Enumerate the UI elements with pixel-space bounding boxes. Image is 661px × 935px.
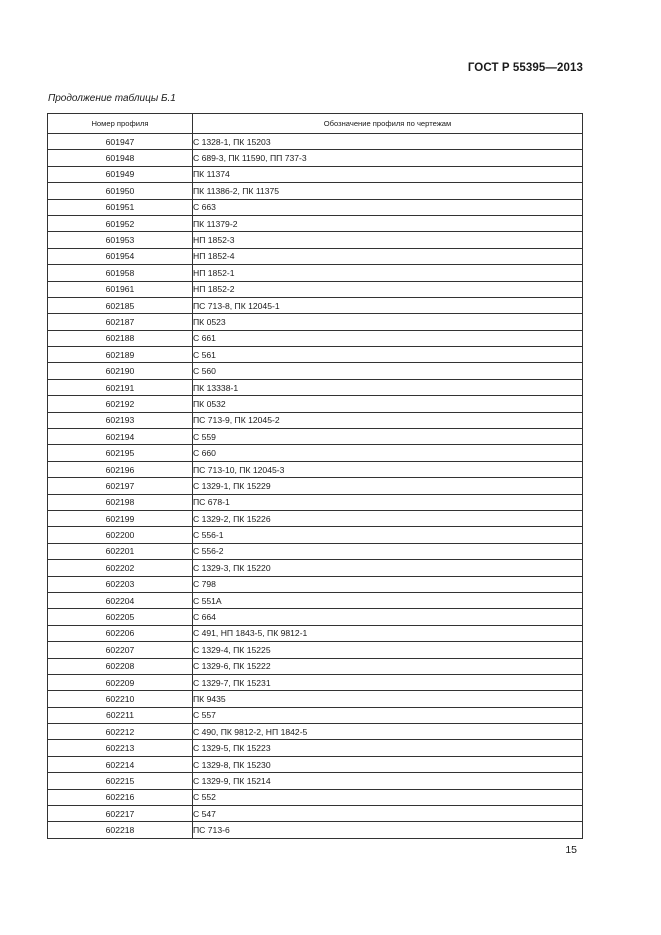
profile-number-cell: 602202 [48,560,193,576]
profile-designation-cell: С 689-3, ПК 11590, ПП 737-3 [193,150,583,166]
profile-designation-cell: НП 1852-1 [193,265,583,281]
table-row [48,707,583,723]
profile-designation-cell: НП 1852-2 [193,281,583,297]
profile-designation-cell: С 798 [193,576,583,592]
profile-designation-cell: С 1328-1, ПК 15203 [193,134,583,150]
profile-number-cell: 602217 [48,806,193,822]
profile-number-cell: 602209 [48,674,193,690]
table-caption: Продолжение таблицы Б.1 [48,93,176,104]
page-number: 15 [565,844,577,856]
table-row [48,625,583,641]
profile-designation-cell: ПК 11379-2 [193,215,583,231]
profile-number-cell: 602211 [48,707,193,723]
table-row [48,527,583,543]
profile-designation-cell: С 490, ПК 9812-2, НП 1842-5 [193,724,583,740]
profile-designation-cell: С 663 [193,199,583,215]
table-row [48,445,583,461]
profile-number-cell: 601947 [48,134,193,150]
profile-designation-cell: ПК 11374 [193,166,583,182]
profile-number-cell: 602196 [48,461,193,477]
profile-number-cell: 601961 [48,281,193,297]
profile-designation-cell: НП 1852-3 [193,232,583,248]
profile-number-cell: 602210 [48,691,193,707]
profile-number-cell: 602214 [48,756,193,772]
profile-designation-cell: С 1329-2, ПК 15226 [193,510,583,526]
profile-number-cell: 602206 [48,625,193,641]
profile-designation-cell: ПС 713-8, ПК 12045-1 [193,297,583,313]
profile-number-cell: 602190 [48,363,193,379]
profile-number-cell: 602207 [48,642,193,658]
profile-designation-cell: НП 1852-4 [193,248,583,264]
table-row [48,773,583,789]
table-row [48,314,583,330]
table-row [48,363,583,379]
profile-number-cell: 602188 [48,330,193,346]
document-standard-header: ГОСТ Р 55395—2013 [467,62,583,74]
table-row [48,166,583,182]
table-row [48,461,583,477]
table-row [48,265,583,281]
profile-designation-cell: С 661 [193,330,583,346]
profile-number-cell: 602200 [48,527,193,543]
table-body [48,134,583,839]
table-row [48,560,583,576]
profile-designation-cell: С 1329-6, ПК 15222 [193,658,583,674]
table-row [48,478,583,494]
profile-designation-cell: ПК 11386-2, ПК 11375 [193,183,583,199]
profile-number-cell: 601950 [48,183,193,199]
profile-designation-cell: С 660 [193,445,583,461]
profile-designation-cell: С 491, НП 1843-5, ПК 9812-1 [193,625,583,641]
table-row [48,592,583,608]
profile-number-cell: 602192 [48,396,193,412]
table-row [48,232,583,248]
profile-designation-cell: ПС 713-9, ПК 12045-2 [193,412,583,428]
table-row [48,740,583,756]
profile-designation-cell: ПК 9435 [193,691,583,707]
table-row [48,822,583,838]
profile-designation-cell: С 560 [193,363,583,379]
profile-number-cell: 602218 [48,822,193,838]
profile-number-cell: 601952 [48,215,193,231]
table-row [48,789,583,805]
table-row [48,150,583,166]
profile-designation-cell: ПС 713-6 [193,822,583,838]
table-row [48,576,583,592]
table-row [48,543,583,559]
column-header-profile-number: Номер профиля [48,114,193,134]
profile-number-cell: 602194 [48,429,193,445]
profile-number-cell: 601954 [48,248,193,264]
profile-number-cell: 602193 [48,412,193,428]
table-row [48,248,583,264]
profile-designation-cell: С 1329-7, ПК 15231 [193,674,583,690]
table-row [48,724,583,740]
profile-designation-cell: С 1329-9, ПК 15214 [193,773,583,789]
table-row [48,756,583,772]
profile-number-cell: 602199 [48,510,193,526]
profile-number-cell: 602215 [48,773,193,789]
profiles-table [47,113,583,839]
profile-designation-cell: С 551А [193,592,583,608]
table-row [48,429,583,445]
profile-designation-cell: С 557 [193,707,583,723]
profile-number-cell: 602205 [48,609,193,625]
profile-number-cell: 602208 [48,658,193,674]
table-row [48,379,583,395]
profile-number-cell: 602201 [48,543,193,559]
profile-number-cell: 601948 [48,150,193,166]
profile-designation-cell: ПС 678-1 [193,494,583,510]
profile-designation-cell: ПК 13338-1 [193,379,583,395]
profile-number-cell: 602187 [48,314,193,330]
profile-designation-cell: С 561 [193,347,583,363]
profile-number-cell: 602185 [48,297,193,313]
profile-number-cell: 602212 [48,724,193,740]
profile-designation-cell: ПК 0523 [193,314,583,330]
profile-designation-cell: С 1329-5, ПК 15223 [193,740,583,756]
profile-number-cell: 602197 [48,478,193,494]
table-row [48,510,583,526]
profile-designation-cell: С 552 [193,789,583,805]
profile-designation-cell: ПК 0532 [193,396,583,412]
profile-designation-cell: С 1329-3, ПК 15220 [193,560,583,576]
table-row [48,691,583,707]
table-row [48,642,583,658]
profile-number-cell: 602203 [48,576,193,592]
table-row [48,297,583,313]
table-header-row [48,114,583,134]
table-row [48,494,583,510]
table-row [48,134,583,150]
profile-number-cell: 601953 [48,232,193,248]
profile-number-cell: 602216 [48,789,193,805]
profile-number-cell: 601951 [48,199,193,215]
table-row [48,412,583,428]
profile-designation-cell: С 1329-4, ПК 15225 [193,642,583,658]
profile-designation-cell: ПС 713-10, ПК 12045-3 [193,461,583,477]
profile-number-cell: 602213 [48,740,193,756]
table-row [48,330,583,346]
profile-designation-cell: С 1329-1, ПК 15229 [193,478,583,494]
profile-designation-cell: С 664 [193,609,583,625]
profile-number-cell: 601949 [48,166,193,182]
table-row [48,609,583,625]
table-row [48,806,583,822]
profile-designation-cell: С 547 [193,806,583,822]
profile-number-cell: 602191 [48,379,193,395]
table-row [48,215,583,231]
table-row [48,183,583,199]
profile-designation-cell: С 1329-8, ПК 15230 [193,756,583,772]
table-header [48,114,583,134]
profile-number-cell: 602195 [48,445,193,461]
profile-designation-cell: С 556-2 [193,543,583,559]
profile-designation-cell: С 559 [193,429,583,445]
table-row [48,199,583,215]
table-row [48,396,583,412]
profile-number-cell: 602204 [48,592,193,608]
profile-number-cell: 601958 [48,265,193,281]
profile-number-cell: 602198 [48,494,193,510]
table-row [48,281,583,297]
column-header-profile-designation: Обозначение профиля по чертежам [193,114,583,134]
table-row [48,347,583,363]
profile-designation-cell: С 556-1 [193,527,583,543]
table-row [48,674,583,690]
table-row [48,658,583,674]
profile-number-cell: 602189 [48,347,193,363]
